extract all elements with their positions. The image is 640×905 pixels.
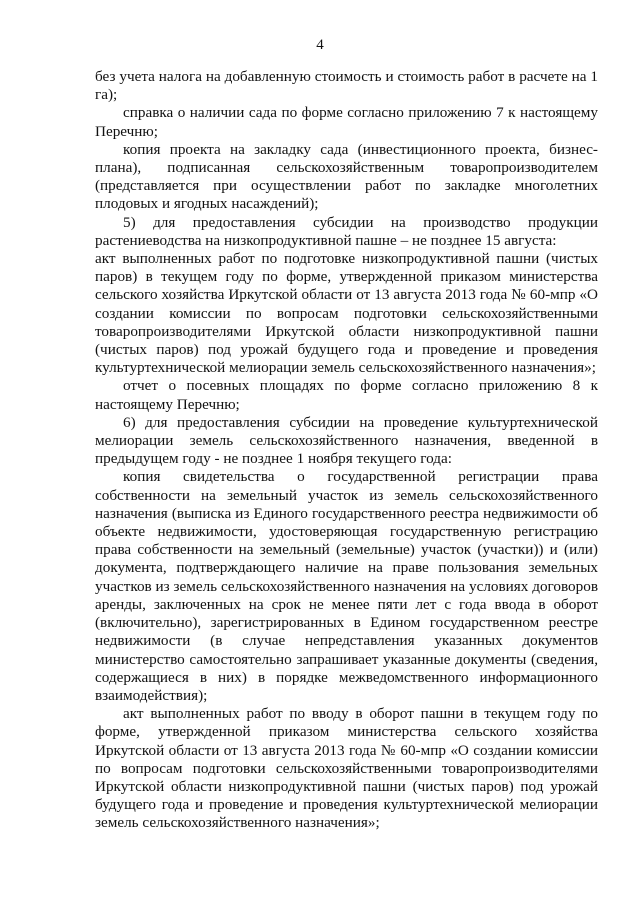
paragraph: без учета налога на добавленную стоимость и стоимость работ в расчете на 1 га); — [95, 68, 598, 104]
paragraph: акт выполненных работ по подготовке низкопродуктивной пашни (чистых паров) в текущем году по форме, утвержденной приказом министерства сельского хозяйства Иркутской области от 13 августа 2013 года № 60-мпр «О создании комиссии по вопросам подготовки сельскохозяйственными товаропроизводителями Иркутской области низкопродуктивной пашни (чистых паров) под урожай будущего года и проведение и проведения культуртехнической мелиорации земель сельскохозяйственного назначения»; — [95, 250, 598, 377]
paragraph: копия свидетельства о государственной регистрации права собственности на земельный участок из земель сельскохозяйственного назначения (выписка из Единого государственного реестра недвижимости об объекте недвижимости, удостоверяющая государственную регистрацию права собственности на земельный (земельные) участок (участки)) и (или) документа, подтверждающего наличие на праве пользования земельных участков из земель сельскохозяйственного назначения на условиях договоров аренды, заключенных на срок не менее пяти лет с года ввода в оборот (включительно), зарегистрированных в Едином государственном реестре недвижимости (в случае непредставления указанных документов министерство самостоятельно запрашивает указанные документы (сведения, содержащиеся в них) в порядке межведомственного информационного взаимодействия); — [95, 468, 598, 704]
paragraph: 6) для предоставления субсидии на проведение культуртехнической мелиорации земель сельскохозяйственного назначения, введенной в предыдущем году - не позднее 1 ноября текущего года: — [95, 413, 598, 468]
paragraph: справка о наличии сада по форме согласно приложению 7 к настоящему Перечню; — [95, 104, 598, 140]
paragraph: копия проекта на закладку сада (инвестиционного проекта, бизнес-плана), подписанная сельскохозяйственным товаропроизводителем (представляется при осуществлении работ по закладке многолетних плодовых и ягодных насаждений); — [95, 140, 598, 213]
page-number: 4 — [316, 37, 324, 53]
paragraph: 5) для предоставления субсидии на производство продукции растениеводства на низкопродуктивной пашне – не позднее 15 августа: — [95, 213, 598, 249]
paragraph: отчет о посевных площадях по форме согласно приложению 8 к настоящему Перечню; — [95, 377, 598, 413]
document-body — [95, 68, 598, 833]
paragraph: акт выполненных работ по вводу в оборот пашни в текущем году по форме, утвержденной приказом министерства сельского хозяйства Иркутской области от 13 августа 2013 года № 60-мпр «О создании комиссии по вопросам подготовки сельскохозяйственными товаропроизводителями Иркутской области низкопродуктивной пашни (чистых паров) под урожай будущего года и проведение и проведения культуртехнической мелиорации земель сельскохозяйственного назначения»; — [95, 705, 598, 832]
